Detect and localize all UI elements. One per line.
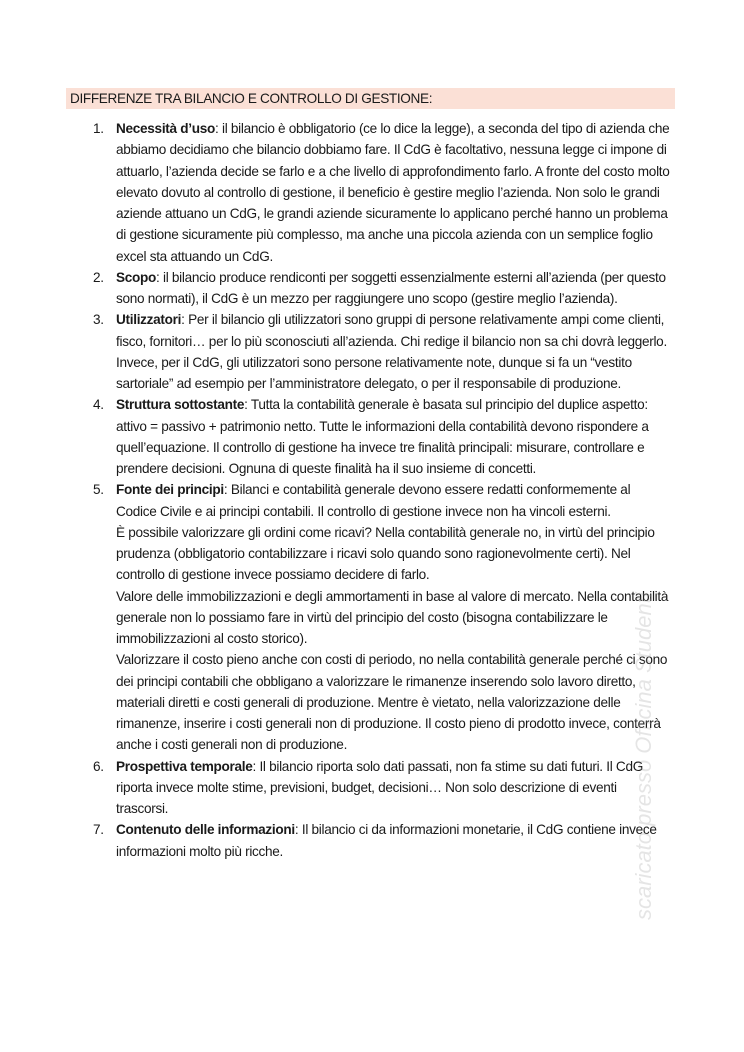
- item-term: Contenuto delle informazioni: [116, 822, 295, 838]
- item-paragraph: [116, 756, 670, 820]
- item-number: 5.: [93, 482, 104, 498]
- list-item: [0, 309, 670, 394]
- item-paragraph: Valore delle immobilizzazioni e degli ammortamenti in base al valore di mercato. Nella contabilità generale non lo possiamo fare in virtù del principio del costo (bisogna contabilizzare le immobilizzazioni al costo storico).: [116, 588, 669, 646]
- item-paragraph: [116, 118, 670, 267]
- item-paragraph: [116, 267, 670, 310]
- item-paragraph: [116, 819, 670, 862]
- list-item: [0, 479, 670, 755]
- item-number: 6.: [93, 758, 104, 774]
- item-paragraph: [116, 479, 670, 522]
- item-paragraph: [116, 394, 670, 479]
- item-text: : il bilancio produce rendiconti per soggetti essenzialmente esterni all’azienda (per questo sono normati), il CdG è un mezzo per raggiungere uno scopo (gestire meglio l’azienda).: [116, 269, 666, 306]
- list-item: [0, 267, 670, 310]
- section-heading: DIFFERENZE TRA BILANCIO E CONTROLLO DI GESTIONE:: [66, 88, 675, 109]
- item-text: : Il bilancio riporta solo dati passati, non fa stime su dati futuri. Il CdG riporta invece molte stime, previsioni, budget, decisioni… Non solo descrizione di eventi trascorsi.: [116, 758, 643, 816]
- item-paragraph: È possibile valorizzare gli ordini come ricavi? Nella contabilità generale no, in virtù del principio prudenza (obbligatorio contabilizzare i ricavi solo quando sono ragionevolmente certi). Nel controllo di gestione invece possiamo decidere di farlo.: [116, 524, 655, 583]
- list-item: [0, 819, 670, 862]
- item-number: 2.: [93, 269, 104, 285]
- list-item: [0, 756, 670, 820]
- item-number: 7.: [93, 822, 104, 838]
- item-paragraph: [116, 309, 670, 394]
- item-term: Utilizzatori: [116, 312, 182, 328]
- item-number: 4.: [93, 397, 104, 413]
- item-term: Necessità d’uso: [116, 121, 216, 136]
- item-number: 3.: [93, 312, 104, 328]
- list-item: [0, 118, 670, 267]
- item-term: Scopo: [116, 269, 157, 285]
- list-item: [0, 394, 670, 479]
- item-text: : Per il bilancio gli utilizzatori sono gruppi di persone relativamente ampi come clienti, fisco, fornitori… per lo più sconosciuti all’azienda. Chi redige il bilancio non sa chi dovrà leggerlo. Invece, per il CdG, gli utilizzatori sono persone relativamente note, dunque si fa un “vestito sartoriale” ad esempio per l’amministratore delegato, o per il responsabile di produzione.: [116, 312, 667, 391]
- item-term: Prospettiva temporale: [116, 758, 253, 774]
- item-text: : Bilanci e contabilità generale devono essere redatti conformemente al Codice Civile e ai principi contabili. Il controllo di gestione invece non ha vincoli esterni.: [116, 482, 631, 519]
- item-term: Fonte dei principi: [116, 482, 224, 498]
- item-text: : Tutta la contabilità generale è basata sul principio del duplice aspetto: attivo = passivo + patrimonio netto. Tutte le informazioni della contabilità devono rispondere a quell’equazione. Il controllo di gestione ha invece tre finalità principali: misurare, controllare e prendere decisioni. Ognuna di queste finalità ha il suo insieme di concetti.: [116, 397, 649, 476]
- watermark: scaricato presso Officina Studenti: [631, 592, 656, 920]
- item-text: : il bilancio è obbligatorio (ce lo dice la legge), a seconda del tipo di azienda che abbiamo decidiamo che bilancio dobbiamo fare. Il CdG è facoltativo, nessuna legge ci impone di attuarlo, l’azienda decide se farlo e a che livello di approfondimento farlo. A fronte del costo molto elevato dovuto al controllo di gestione, il beneficio è gestire meglio l’azienda. Non solo le grandi aziende attuano un CdG, le grandi aziende sicuramente lo applicano perché hanno un problema di gestione sicuramente più complesso, ma anche una piccola azienda con un semplice foglio excel sta attuando un CdG.: [116, 121, 670, 264]
- item-paragraph: Valorizzare il costo pieno anche con costi di periodo, no nella contabilità generale perché ci sono dei principi contabili che obbligano a valorizzare le rimanenze inserendo solo lavoro diretto, materiali diretti e costi generali di produzione. Mentre è vietato, nella valorizzazione delle rimanenze, inserire i costi generali non di produzione. Il costo pieno di prodotto invece, conterrà anche i costi generali non di produzione.: [116, 652, 668, 753]
- item-term: Struttura sottostante: [116, 397, 245, 413]
- item-number: 1.: [93, 121, 104, 136]
- item-text: : Il bilancio ci da informazioni monetarie, il CdG contiene invece informazioni molto più ricche.: [116, 822, 657, 859]
